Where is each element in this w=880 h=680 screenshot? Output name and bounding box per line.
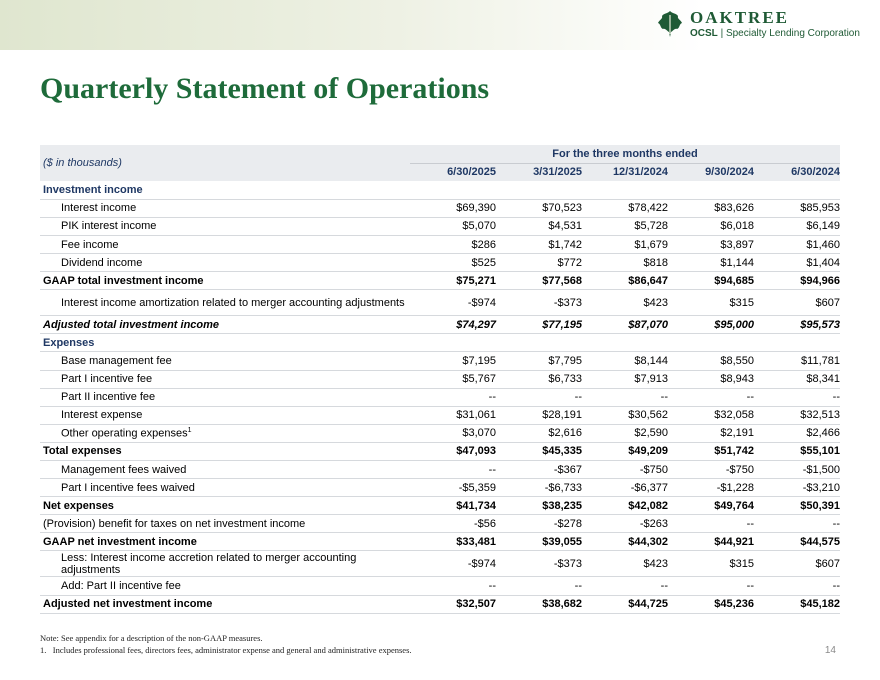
row-label-text: Investment income <box>43 183 143 196</box>
operations-table <box>40 145 840 614</box>
table-row <box>40 235 840 253</box>
cell-value: $7,195 <box>410 352 496 370</box>
cell-value: -- <box>754 515 840 533</box>
cell-value: $50,391 <box>754 497 840 515</box>
table-row <box>40 595 840 613</box>
cell-value: $818 <box>582 254 668 272</box>
cell-value: -- <box>582 577 668 595</box>
cell-value: -$263 <box>582 515 668 533</box>
cell-value: $39,055 <box>496 533 582 551</box>
cell-value: $525 <box>410 254 496 272</box>
footnote-1: 1. Includes professional fees, directors fees, administrator expense and general and administrative expenses. <box>40 645 412 655</box>
row-label <box>40 406 410 424</box>
row-label-text: Base management fee <box>61 354 172 367</box>
cell-value: $6,149 <box>754 217 840 235</box>
cell-value <box>496 334 582 352</box>
cell-value: $607 <box>754 551 840 577</box>
row-label <box>40 370 410 388</box>
cell-value: $6,018 <box>668 217 754 235</box>
footnotes <box>40 632 412 656</box>
logo-wordmark: OAKTREE <box>690 8 790 27</box>
table-row <box>40 406 840 424</box>
row-label <box>40 181 410 199</box>
table-row <box>40 199 840 217</box>
cell-value: $69,390 <box>410 199 496 217</box>
cell-value: $8,341 <box>754 370 840 388</box>
cell-value <box>410 334 496 352</box>
cell-value: $32,507 <box>410 595 496 613</box>
row-label-text: Adjusted net investment income <box>43 598 213 611</box>
cell-value: $86,647 <box>582 272 668 290</box>
row-label-text: GAAP total investment income <box>43 274 204 287</box>
table-row <box>40 497 840 515</box>
row-label-text: PIK interest income <box>61 220 157 233</box>
cell-value: $423 <box>582 290 668 316</box>
table-row <box>40 352 840 370</box>
cell-value: $95,000 <box>668 316 754 334</box>
page-number: 14 <box>824 645 836 656</box>
cell-value: $2,616 <box>496 424 582 442</box>
cell-value <box>582 334 668 352</box>
cell-value: -$750 <box>582 461 668 479</box>
note-line: Note: See appendix for a description of the non-GAAP measures. <box>40 633 263 643</box>
cell-value <box>754 181 840 199</box>
cell-value <box>582 181 668 199</box>
row-label-text: Expenses <box>43 336 95 349</box>
cell-value: $5,728 <box>582 217 668 235</box>
cell-value: -- <box>496 577 582 595</box>
cell-value: -- <box>410 577 496 595</box>
cell-value: -$373 <box>496 551 582 577</box>
cell-value: $315 <box>668 290 754 316</box>
cell-value: $2,466 <box>754 424 840 442</box>
cell-value: $87,070 <box>582 316 668 334</box>
table-row <box>40 272 840 290</box>
footnote-ref: 1 <box>187 427 192 435</box>
page-title: Quarterly Statement of Operations <box>40 72 490 105</box>
cell-value: -$1,500 <box>754 461 840 479</box>
row-label-text: Add: Part II incentive fee <box>61 580 181 593</box>
row-label-text: Dividend income <box>61 256 143 269</box>
cell-value: $30,562 <box>582 406 668 424</box>
column-header: 12/31/2024 <box>582 163 668 181</box>
cell-value: -$750 <box>668 461 754 479</box>
cell-value <box>410 181 496 199</box>
cell-value: $315 <box>668 551 754 577</box>
cell-value: -- <box>496 388 582 406</box>
cell-value: $44,575 <box>754 533 840 551</box>
row-label <box>40 442 410 460</box>
cell-value: -$367 <box>496 461 582 479</box>
row-label-text: Part II incentive fee <box>61 391 156 404</box>
table-row <box>40 181 840 199</box>
cell-value: $7,913 <box>582 370 668 388</box>
row-label-text: Less: Interest income accretion related to merger accounting adjustments <box>61 551 357 576</box>
cell-value: $94,966 <box>754 272 840 290</box>
column-header: 3/31/2025 <box>496 163 582 181</box>
cell-value: $1,679 <box>582 235 668 253</box>
cell-value <box>496 181 582 199</box>
cell-value: $38,682 <box>496 595 582 613</box>
cell-value: $8,943 <box>668 370 754 388</box>
logo-subtitle: OCSL | Specialty Lending Corporation <box>690 28 860 39</box>
cell-value: $55,101 <box>754 442 840 460</box>
cell-value: $772 <box>496 254 582 272</box>
table-row <box>40 515 840 533</box>
row-label-text: Management fees waived <box>61 463 187 476</box>
cell-value: $7,795 <box>496 352 582 370</box>
row-label <box>40 515 410 533</box>
cell-value: $41,734 <box>410 497 496 515</box>
table-row <box>40 388 840 406</box>
row-label-text: Other operating expenses <box>61 427 188 440</box>
row-label-text: (Provision) benefit for taxes on net investment income <box>43 517 306 530</box>
cell-value: $95,573 <box>754 316 840 334</box>
row-label <box>40 479 410 497</box>
table-row <box>40 424 840 442</box>
cell-value: $77,568 <box>496 272 582 290</box>
cell-value: -- <box>754 577 840 595</box>
cell-value: $3,070 <box>410 424 496 442</box>
row-label <box>40 290 410 316</box>
column-header: 6/30/2024 <box>754 163 840 181</box>
row-label-text: Adjusted total investment income <box>43 318 220 331</box>
row-label-text: Total expenses <box>43 445 122 458</box>
cell-value: -$1,228 <box>668 479 754 497</box>
cell-value: $423 <box>582 551 668 577</box>
table-row <box>40 370 840 388</box>
row-label <box>40 551 410 577</box>
cell-value: $38,235 <box>496 497 582 515</box>
cell-value: $5,767 <box>410 370 496 388</box>
cell-value: -$278 <box>496 515 582 533</box>
cell-value <box>668 181 754 199</box>
cell-value: $32,058 <box>668 406 754 424</box>
cell-value: $1,742 <box>496 235 582 253</box>
cell-value: $83,626 <box>668 199 754 217</box>
table-row <box>40 461 840 479</box>
cell-value: $32,513 <box>754 406 840 424</box>
row-label <box>40 272 410 290</box>
cell-value: $45,335 <box>496 442 582 460</box>
cell-value: $49,764 <box>668 497 754 515</box>
cell-value: $77,195 <box>496 316 582 334</box>
column-header: 9/30/2024 <box>668 163 754 181</box>
row-label <box>40 388 410 406</box>
cell-value: -- <box>410 461 496 479</box>
table-row <box>40 316 840 334</box>
table-row <box>40 217 840 235</box>
row-label <box>40 533 410 551</box>
cell-value: -$373 <box>496 290 582 316</box>
table-row <box>40 290 840 316</box>
cell-value <box>668 334 754 352</box>
cell-value: -$56 <box>410 515 496 533</box>
cell-value: -$6,733 <box>496 479 582 497</box>
table-row <box>40 533 840 551</box>
units-label: ($ in thousands) <box>40 145 410 181</box>
cell-value: -- <box>668 515 754 533</box>
row-label <box>40 199 410 217</box>
oak-leaf-icon <box>656 10 684 38</box>
cell-value: $31,061 <box>410 406 496 424</box>
cell-value: $8,550 <box>668 352 754 370</box>
cell-value: $47,093 <box>410 442 496 460</box>
cell-value: $2,191 <box>668 424 754 442</box>
cell-value: $44,921 <box>668 533 754 551</box>
cell-value: $607 <box>754 290 840 316</box>
row-label <box>40 497 410 515</box>
row-label <box>40 461 410 479</box>
cell-value: $44,725 <box>582 595 668 613</box>
cell-value: $6,733 <box>496 370 582 388</box>
cell-value: -$974 <box>410 551 496 577</box>
cell-value: -$6,377 <box>582 479 668 497</box>
row-label-text: Interest income amortization related to merger accounting adjustments <box>61 296 405 309</box>
table-row <box>40 551 840 577</box>
cell-value: $3,897 <box>668 235 754 253</box>
cell-value: $44,302 <box>582 533 668 551</box>
cell-value: $286 <box>410 235 496 253</box>
row-label-text: Interest income <box>61 202 137 215</box>
cell-value: $1,144 <box>668 254 754 272</box>
column-header: 6/30/2025 <box>410 163 496 181</box>
table-row <box>40 479 840 497</box>
cell-value: $45,182 <box>754 595 840 613</box>
cell-value: -- <box>668 388 754 406</box>
row-label <box>40 217 410 235</box>
cell-value: -- <box>754 388 840 406</box>
row-label-text: Interest expense <box>61 409 143 422</box>
row-label <box>40 316 410 334</box>
row-label <box>40 424 410 442</box>
cell-value: $4,531 <box>496 217 582 235</box>
row-label-text: Net expenses <box>43 499 114 512</box>
cell-value <box>754 334 840 352</box>
cell-value: -$3,210 <box>754 479 840 497</box>
cell-value: $2,590 <box>582 424 668 442</box>
row-label <box>40 352 410 370</box>
cell-value: $1,460 <box>754 235 840 253</box>
table-row <box>40 254 840 272</box>
period-header: For the three months ended <box>410 145 840 163</box>
cell-value: -- <box>410 388 496 406</box>
row-label-text: Fee income <box>61 238 119 251</box>
row-label <box>40 577 410 595</box>
cell-value: $94,685 <box>668 272 754 290</box>
cell-value: $42,082 <box>582 497 668 515</box>
row-label <box>40 254 410 272</box>
cell-value: $49,209 <box>582 442 668 460</box>
row-label <box>40 235 410 253</box>
cell-value: $85,953 <box>754 199 840 217</box>
cell-value: $74,297 <box>410 316 496 334</box>
cell-value: -- <box>582 388 668 406</box>
table-row <box>40 577 840 595</box>
cell-value: $11,781 <box>754 352 840 370</box>
cell-value: $75,271 <box>410 272 496 290</box>
table-row <box>40 334 840 352</box>
cell-value: $1,404 <box>754 254 840 272</box>
cell-value: $78,422 <box>582 199 668 217</box>
row-label-text: GAAP net investment income <box>43 535 197 548</box>
row-label <box>40 334 410 352</box>
row-label-text: Part I incentive fees waived <box>61 481 195 494</box>
cell-value: $45,236 <box>668 595 754 613</box>
cell-value: $8,144 <box>582 352 668 370</box>
cell-value: -- <box>668 577 754 595</box>
cell-value: $5,070 <box>410 217 496 235</box>
table-row <box>40 442 840 460</box>
company-logo <box>656 8 860 42</box>
cell-value: -$974 <box>410 290 496 316</box>
cell-value: $33,481 <box>410 533 496 551</box>
row-label-text: Part I incentive fee <box>61 373 153 386</box>
cell-value: -$5,359 <box>410 479 496 497</box>
row-label <box>40 595 410 613</box>
cell-value: $28,191 <box>496 406 582 424</box>
cell-value: $51,742 <box>668 442 754 460</box>
cell-value: $70,523 <box>496 199 582 217</box>
